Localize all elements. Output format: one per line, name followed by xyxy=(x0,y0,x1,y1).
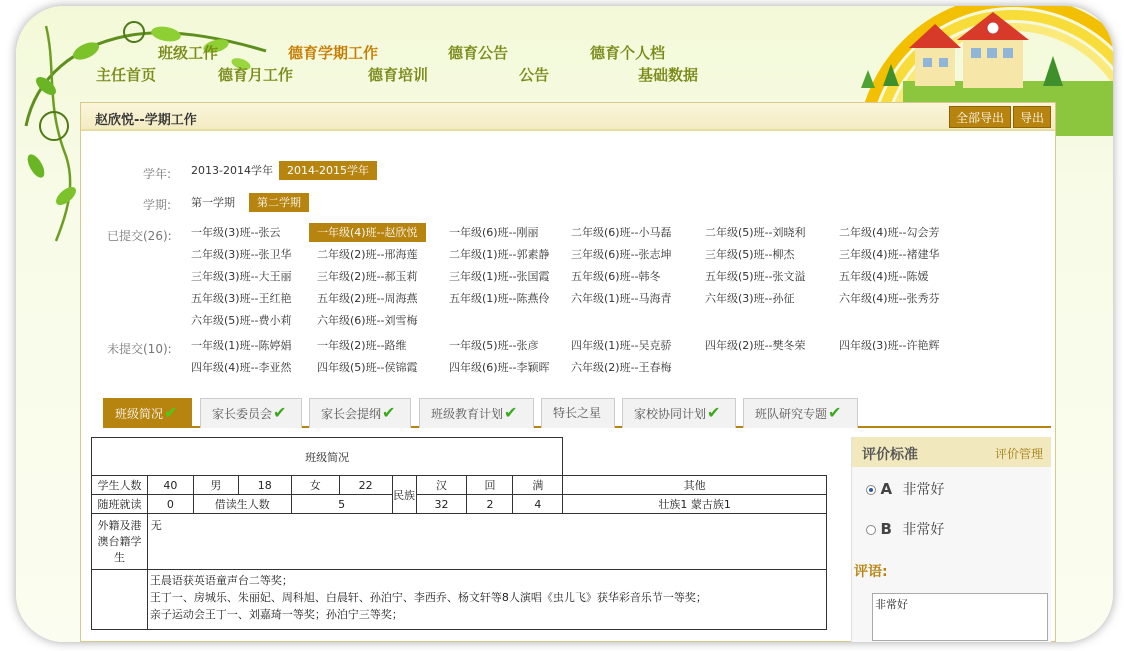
borrow-label: 借读生人数 xyxy=(193,495,291,514)
female-value: 22 xyxy=(339,476,392,495)
main-panel xyxy=(80,102,1056,642)
unsubmitted-teacher-link[interactable]: 六年级(2)班--王春梅 xyxy=(571,361,672,374)
foreign-value: 无 xyxy=(147,514,826,570)
page-title: 赵欣悦--学期工作 xyxy=(95,113,197,128)
male-label: 男 xyxy=(193,476,238,495)
borrow-value: 5 xyxy=(291,495,392,514)
term-option-second[interactable]: 第二学期 xyxy=(249,193,309,212)
check-icon: ✔ xyxy=(382,403,396,422)
comment-textarea[interactable]: 非常好 xyxy=(872,593,1048,641)
submitted-label: 已提交(26): xyxy=(107,229,172,243)
submitted-teacher-link[interactable]: 六年级(3)班--孙征 xyxy=(705,292,795,305)
unsubmitted-teacher-link[interactable]: 一年级(5)班--张彦 xyxy=(449,339,539,352)
unsubmitted-label: 未提交(10): xyxy=(107,342,172,356)
han-label: 汉 xyxy=(416,476,467,495)
nav-moral-term-work[interactable]: 德育学期工作 xyxy=(288,44,379,62)
tab-parent-committee[interactable] xyxy=(200,398,302,428)
students-label: 学生人数 xyxy=(92,476,148,495)
submitted-teacher-link[interactable]: 五年级(6)班--韩冬 xyxy=(571,270,661,283)
tab-label: 班级教育计划 xyxy=(431,407,504,421)
term-option-first[interactable]: 第一学期 xyxy=(191,196,235,209)
submitted-teacher-link[interactable]: 三年级(3)班--大王丽 xyxy=(191,270,292,283)
submitted-teacher-link[interactable]: 六年级(1)班--马海青 xyxy=(571,292,672,305)
other-label: 其他 xyxy=(563,476,827,495)
nav-class-work[interactable]: 班级工作 xyxy=(158,44,219,62)
submitted-teacher-link[interactable]: 三年级(6)班--张志坤 xyxy=(571,248,672,261)
radio-icon[interactable] xyxy=(866,525,876,535)
unsubmitted-teacher-link[interactable]: 四年级(1)班--吴克骄 xyxy=(571,339,672,352)
nav-moral-training[interactable]: 德育培训 xyxy=(368,66,429,84)
submitted-teacher-link[interactable]: 一年级(3)班--张云 xyxy=(191,226,281,239)
follow-label: 随班就读 xyxy=(92,495,148,514)
male-value: 18 xyxy=(238,476,291,495)
unsubmitted-teacher-link[interactable]: 四年级(5)班--侯锦霞 xyxy=(317,361,418,374)
tab-label: 班级简况 xyxy=(115,407,164,421)
female-label: 女 xyxy=(291,476,339,495)
tab-label: 特长之星 xyxy=(553,406,602,420)
tab-label: 家校协同计划 xyxy=(634,407,707,421)
option-text: 非常好 xyxy=(902,482,945,498)
submitted-teacher-link[interactable]: 五年级(1)班--陈燕伶 xyxy=(449,292,550,305)
option-a[interactable] xyxy=(866,479,945,499)
unsubmitted-teacher-link[interactable]: 四年级(6)班--李颖晖 xyxy=(449,361,550,374)
export-button[interactable]: 导出 xyxy=(1013,106,1051,128)
check-icon: ✔ xyxy=(273,403,287,422)
nav-base-data[interactable]: 基础数据 xyxy=(638,66,699,84)
tab-label: 班队研究专题 xyxy=(755,407,828,421)
tab-label: 家长委员会 xyxy=(212,407,273,421)
class-overview-table xyxy=(91,437,827,630)
other-value: 壮族1 蒙古族1 xyxy=(563,495,827,514)
award-line: 亲子运动会王丁一、刘嘉琦一等奖；孙泊宁三等奖； xyxy=(149,608,403,621)
students-value: 40 xyxy=(147,476,193,495)
man-value: 4 xyxy=(513,495,563,514)
check-icon: ✔ xyxy=(828,403,842,422)
unsubmitted-teacher-link[interactable]: 一年级(1)班--陈婷娟 xyxy=(191,339,292,352)
tab-education-plan[interactable] xyxy=(419,398,534,428)
submitted-teacher-link[interactable]: 二年级(1)班--郭素静 xyxy=(449,248,550,261)
award-line: 王晨语获英语童声台二等奖； xyxy=(149,574,293,587)
nav-notice[interactable]: 公告 xyxy=(519,66,550,84)
check-icon: ✔ xyxy=(504,403,518,422)
submitted-teacher-link[interactable]: 五年级(2)班--周海燕 xyxy=(317,292,418,305)
panel-header xyxy=(81,103,1055,131)
evaluation-header xyxy=(852,437,1051,467)
man-label: 满 xyxy=(513,476,563,495)
tab-bar xyxy=(103,396,1051,428)
year-option-2014[interactable]: 2014-2015学年 xyxy=(279,161,377,180)
unsubmitted-teacher-link[interactable]: 四年级(4)班--李亚然 xyxy=(191,361,292,374)
tab-home-school-plan[interactable] xyxy=(622,398,736,428)
submitted-teacher-link[interactable]: 二年级(6)班--小马磊 xyxy=(571,226,672,239)
unsubmitted-teacher-link[interactable]: 四年级(3)班--许艳辉 xyxy=(839,339,940,352)
submitted-teacher-link[interactable]: 三年级(1)班--张国霞 xyxy=(449,270,550,283)
han-value: 32 xyxy=(416,495,467,514)
evaluation-panel xyxy=(851,437,1051,642)
submitted-teacher-link[interactable]: 五年级(3)班--王红艳 xyxy=(191,292,292,305)
comment-label: 评语: xyxy=(854,564,888,580)
foreign-label: 外籍及港澳台籍学生 xyxy=(92,514,148,570)
nav-home[interactable]: 主任首页 xyxy=(96,66,157,84)
option-letter: A xyxy=(880,480,893,498)
option-text: 非常好 xyxy=(902,522,945,538)
tab-research-topic[interactable] xyxy=(743,398,858,428)
submitted-teacher-link[interactable]: 一年级(6)班--刚丽 xyxy=(449,226,539,239)
option-letter: B xyxy=(880,520,892,538)
award-line: 王丁一、房城乐、朱丽妃、周科旭、白晨轩、孙泊宁、李西乔、杨文轩等8人演唱《虫儿飞》获华彩音乐节一等奖； xyxy=(149,591,707,604)
ethnic-label: 民族 xyxy=(392,476,416,514)
unsubmitted-teacher-link[interactable]: 四年级(2)班--樊冬荣 xyxy=(705,339,806,352)
evaluation-title: 评价标准 xyxy=(862,447,918,463)
submitted-teacher-link[interactable]: 六年级(5)班--费小莉 xyxy=(191,314,292,327)
submitted-teacher-link[interactable]: 二年级(5)班--刘晓利 xyxy=(705,226,806,239)
submitted-teacher-link[interactable]: 六年级(6)班--刘雪梅 xyxy=(317,314,418,327)
tab-parent-meeting[interactable] xyxy=(309,398,411,428)
tab-star-talent[interactable] xyxy=(541,398,615,428)
submitted-teacher-link[interactable]: 二年级(3)班--张卫华 xyxy=(191,248,292,261)
submitted-teacher-link[interactable]: 三年级(2)班--郝玉莉 xyxy=(317,270,418,283)
unsubmitted-teacher-link[interactable]: 一年级(2)班--路维 xyxy=(317,339,407,352)
year-option-2013[interactable]: 2013-2014学年 xyxy=(191,164,273,177)
submitted-teacher-link[interactable]: 二年级(2)班--邢海莲 xyxy=(317,248,418,261)
submitted-teacher-link[interactable]: 一年级(4)班--赵欣悦 xyxy=(309,223,426,242)
submitted-teacher-link[interactable]: 三年级(5)班--柳杰 xyxy=(705,248,795,261)
tab-label: 家长会提纲 xyxy=(321,407,382,421)
submitted-teacher-link[interactable]: 三年级(4)班--褚建华 xyxy=(839,248,940,261)
check-icon: ✔ xyxy=(164,403,178,422)
nav-moral-notice[interactable]: 德育公告 xyxy=(448,44,509,62)
radio-icon[interactable] xyxy=(866,485,876,495)
follow-value: 0 xyxy=(147,495,193,514)
app-frame xyxy=(16,6,1113,642)
export-all-button[interactable]: 全部导出 xyxy=(949,106,1011,128)
nav-moral-month-work[interactable]: 德育月工作 xyxy=(218,66,294,84)
submitted-teacher-link[interactable]: 五年级(5)班--张文溢 xyxy=(705,270,806,283)
year-label: 学年: xyxy=(143,167,172,181)
table-title: 班级简况 xyxy=(92,438,563,476)
evaluation-manage-link[interactable]: 评价管理 xyxy=(994,447,1043,461)
term-label: 学期: xyxy=(143,198,172,212)
submitted-teacher-link[interactable]: 五年级(4)班--陈媛 xyxy=(839,270,929,283)
hui-label: 回 xyxy=(467,476,513,495)
submitted-teacher-link[interactable]: 六年级(4)班--张秀芬 xyxy=(839,292,940,305)
hui-value: 2 xyxy=(467,495,513,514)
submitted-teacher-link[interactable]: 二年级(4)班--勾会芳 xyxy=(839,226,940,239)
option-b[interactable] xyxy=(866,519,944,539)
tab-class-overview[interactable] xyxy=(103,398,192,428)
check-icon: ✔ xyxy=(707,403,721,422)
nav-moral-personal[interactable]: 德育个人档 xyxy=(590,44,666,62)
